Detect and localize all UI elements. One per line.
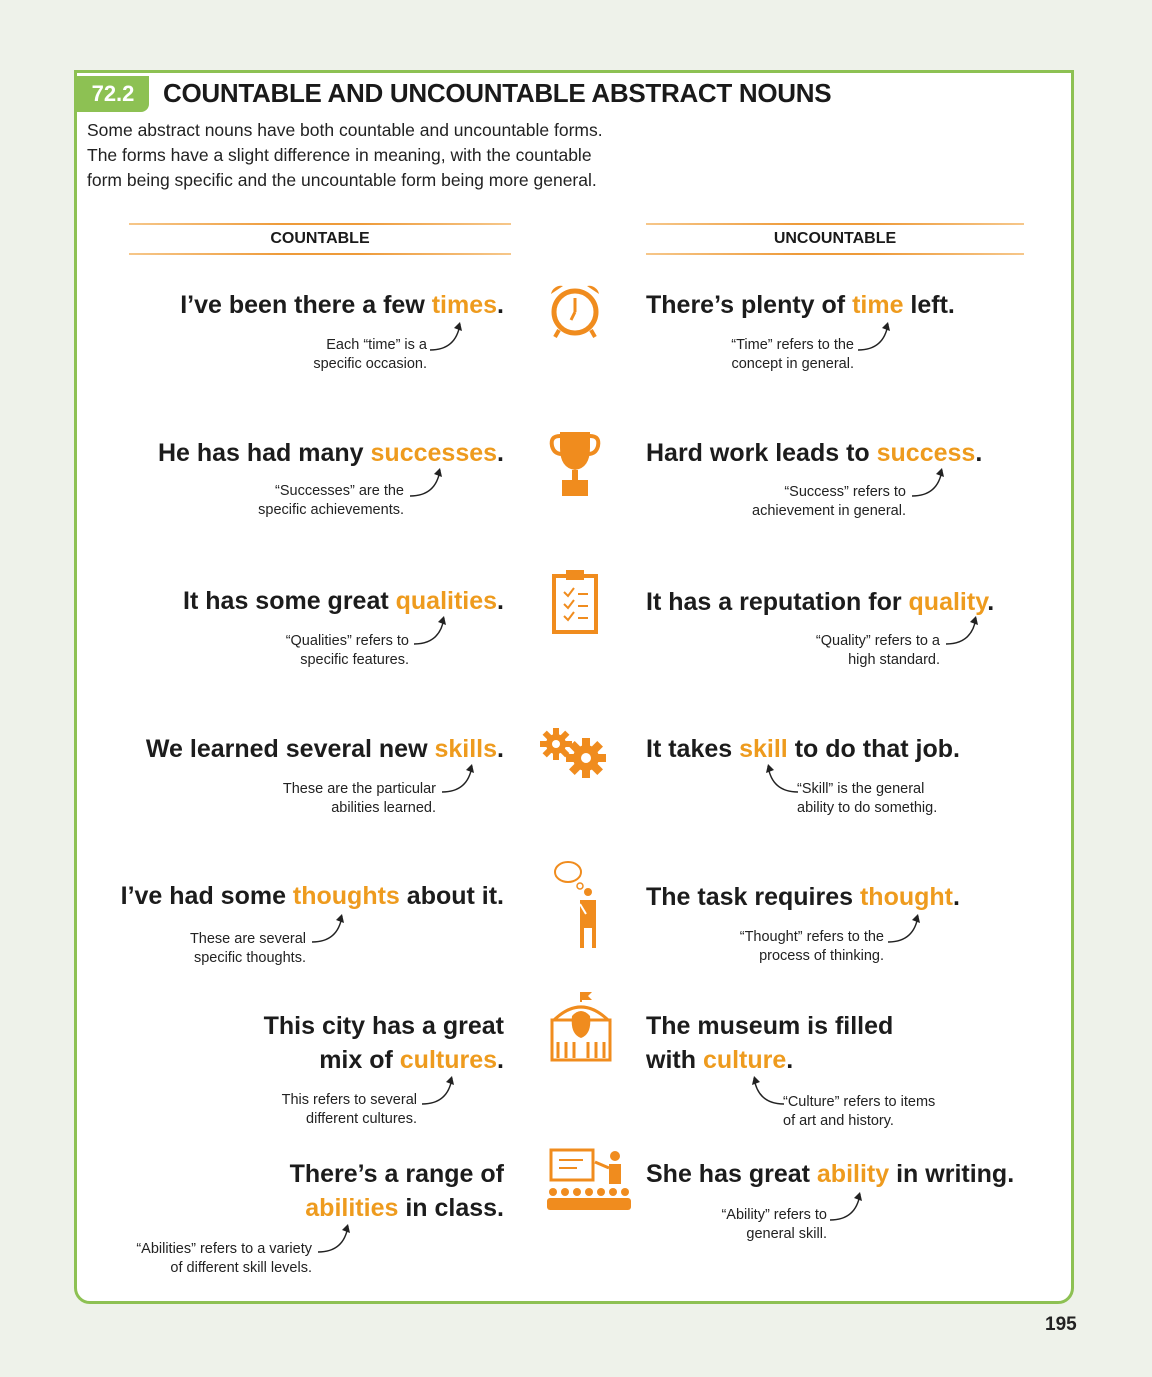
note-arrow bbox=[428, 320, 468, 354]
uncountable-note: “Success” refers to achievement in general. bbox=[752, 484, 906, 519]
trophy-icon bbox=[548, 428, 602, 498]
uncountable-note: “Culture” refers to items of art and history. bbox=[783, 1094, 936, 1129]
countable-sentence: I’ve had some thoughts about it. bbox=[120, 882, 504, 910]
uncountable-note: “Skill” is the general ability to do somethig. bbox=[797, 781, 938, 816]
uncountable-sentence: She has great ability in writing. bbox=[646, 1160, 1015, 1188]
countable-note: “Abilities” refers to a variety of different skill levels. bbox=[136, 1241, 312, 1276]
intro-line: form being specific and the uncountable form being more general. bbox=[87, 170, 597, 190]
note-arrow bbox=[886, 912, 926, 946]
note-arrow bbox=[746, 1074, 786, 1108]
uncountable-sentence: It has a reputation for quality. bbox=[646, 588, 995, 616]
countable-sentence: It has some great qualities. bbox=[183, 587, 504, 615]
note-arrow bbox=[760, 762, 800, 796]
countable-note: “Qualities” refers to specific features. bbox=[285, 633, 409, 668]
note-arrow bbox=[408, 466, 448, 500]
countable-note: These are the particular abilities learned. bbox=[282, 781, 436, 816]
uncountable-sentence: There’s plenty of time left. bbox=[646, 291, 955, 319]
note-arrow bbox=[316, 1222, 356, 1256]
note-arrow bbox=[310, 912, 350, 946]
page-number: 195 bbox=[1045, 1314, 1077, 1335]
countable-sentence: This city has a great mix of cultures. bbox=[263, 1012, 504, 1074]
note-arrow bbox=[828, 1190, 868, 1224]
uncountable-note: “Ability” refers to general skill. bbox=[721, 1207, 827, 1242]
note-arrow bbox=[856, 320, 896, 354]
countable-column-header: COUNTABLE bbox=[129, 223, 511, 255]
section-title: COUNTABLE AND UNCOUNTABLE ABSTRACT NOUNS bbox=[163, 78, 832, 108]
museum-icon bbox=[548, 990, 614, 1062]
intro-line: The forms have a slight difference in meaning, with the countable bbox=[87, 145, 592, 165]
alarm-clock-icon bbox=[545, 280, 605, 340]
uncountable-sentence: The task requires thought. bbox=[646, 883, 960, 911]
uncountable-note: “Thought” refers to the process of thinking. bbox=[739, 929, 884, 964]
uncountable-note: “Quality” refers to a high standard. bbox=[815, 633, 940, 668]
thinking-person-icon bbox=[550, 858, 606, 950]
intro-text bbox=[87, 118, 667, 193]
note-arrow bbox=[944, 614, 984, 648]
countable-note: These are several specific thoughts. bbox=[189, 931, 306, 966]
intro-line: Some abstract nouns have both countable and uncountable forms. bbox=[87, 120, 603, 140]
countable-sentence: There’s a range of abilities in class. bbox=[289, 1160, 504, 1222]
note-arrow bbox=[440, 762, 480, 796]
note-arrow bbox=[420, 1074, 460, 1108]
uncountable-sentence: The museum is filled with culture. bbox=[646, 1012, 894, 1074]
gears-icon bbox=[538, 726, 608, 778]
uncountable-column-header: UNCOUNTABLE bbox=[646, 223, 1024, 255]
uncountable-note: “Time” refers to the concept in general. bbox=[731, 337, 854, 372]
classroom-icon bbox=[545, 1146, 633, 1212]
countable-note: “Successes” are the specific achievements. bbox=[258, 483, 404, 518]
clipboard-icon bbox=[550, 568, 600, 634]
countable-note: Each “time” is a specific occasion. bbox=[313, 337, 427, 372]
countable-note: This refers to several different cultures. bbox=[281, 1092, 417, 1127]
countable-sentence: He has had many successes. bbox=[157, 439, 504, 467]
countable-sentence: I’ve been there a few times. bbox=[180, 291, 504, 319]
countable-sentence: We learned several new skills. bbox=[145, 735, 504, 763]
section-number-badge: 72.2 bbox=[77, 76, 149, 112]
note-arrow bbox=[412, 614, 452, 648]
uncountable-sentence: Hard work leads to success. bbox=[646, 439, 983, 467]
note-arrow bbox=[910, 466, 950, 500]
uncountable-sentence: It takes skill to do that job. bbox=[646, 735, 960, 763]
